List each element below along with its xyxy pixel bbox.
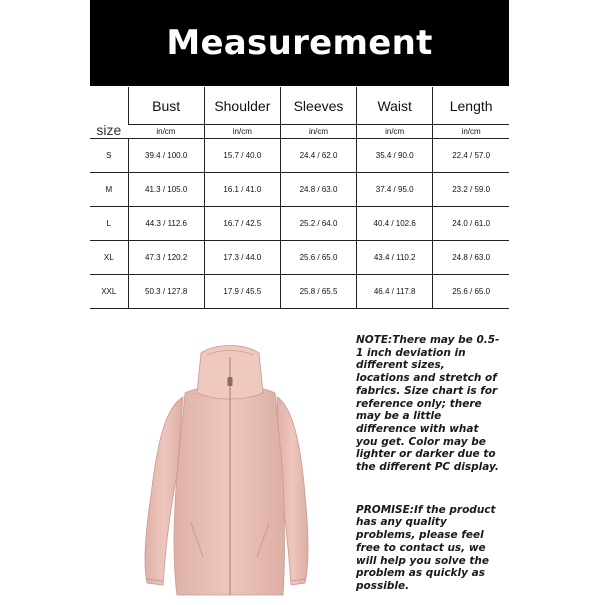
size-cell: L	[90, 207, 128, 241]
table-cell: 22.4 / 57.0	[433, 139, 509, 173]
title-banner	[90, 0, 509, 86]
unit-label: in/cm	[433, 125, 509, 139]
table-cell: 15.7 / 40.0	[204, 139, 280, 173]
table-cell: 16.7 / 42.5	[204, 207, 280, 241]
table-cell: 37.4 / 95.0	[357, 173, 433, 207]
table-row	[90, 207, 509, 241]
table-cell: 17.3 / 44.0	[204, 241, 280, 275]
table-cell: 23.2 / 59.0	[433, 173, 509, 207]
table-header-row	[90, 87, 509, 125]
size-cell: M	[90, 173, 128, 207]
table-cell: 35.4 / 90.0	[357, 139, 433, 173]
table-cell: 43.4 / 110.2	[357, 241, 433, 275]
size-cell: XL	[90, 241, 128, 275]
unit-label: in/cm	[280, 125, 356, 139]
table-cell: 24.8 / 63.0	[433, 241, 509, 275]
column-header-sleeves: Sleeves	[280, 87, 356, 125]
table-cell: 47.3 / 120.2	[128, 241, 204, 275]
size-column-header: size	[90, 87, 128, 139]
table-row	[90, 241, 509, 275]
table-row	[90, 275, 509, 309]
table-cell: 17.9 / 45.5	[204, 275, 280, 309]
column-header-waist: Waist	[357, 87, 433, 125]
table-cell: 39.4 / 100.0	[128, 139, 204, 173]
table-row	[90, 173, 509, 207]
column-header-shoulder: Shoulder	[204, 87, 280, 125]
table-cell: 25.6 / 65.0	[280, 241, 356, 275]
column-header-bust: Bust	[128, 87, 204, 125]
promise-text: PROMISE:If the product has any quality problems, please feel free to contact us, we will help you solve the problem as quickly as possible.	[356, 503, 496, 592]
column-header-length: Length	[433, 87, 509, 125]
table-cell: 40.4 / 102.6	[357, 207, 433, 241]
table-cell: 44.3 / 112.6	[128, 207, 204, 241]
table-cell: 41.3 / 105.0	[128, 173, 204, 207]
table-cell: 25.6 / 65.0	[433, 275, 509, 309]
table-row	[90, 139, 509, 173]
table-cell: 16.1 / 41.0	[204, 173, 280, 207]
table-cell: 24.8 / 63.0	[280, 173, 356, 207]
table-cell: 25.2 / 64.0	[280, 207, 356, 241]
notes-block	[356, 334, 501, 593]
table-cell: 46.4 / 117.8	[357, 275, 433, 309]
unit-label: in/cm	[128, 125, 204, 139]
size-chart-table	[90, 87, 509, 309]
table-cell: 24.0 / 61.0	[433, 207, 509, 241]
table-cell: 50.3 / 127.8	[128, 275, 204, 309]
table-cell: 24.4 / 62.0	[280, 139, 356, 173]
table-cell: 25.8 / 65.5	[280, 275, 356, 309]
note-text: NOTE:There may be 0.5-1 inch deviation in different sizes, locations and stretch of fabrics. Size chart is for reference only; there may be a little difference with what you get. Color may be lighter or darker due to the different PC display.	[356, 334, 500, 474]
size-cell: S	[90, 139, 128, 173]
product-photo	[125, 335, 325, 600]
page-title: Measurement	[166, 23, 433, 63]
size-cell: XXL	[90, 275, 128, 309]
unit-row	[90, 125, 509, 139]
jacket-image	[125, 335, 325, 600]
unit-label: in/cm	[204, 125, 280, 139]
unit-label: in/cm	[357, 125, 433, 139]
